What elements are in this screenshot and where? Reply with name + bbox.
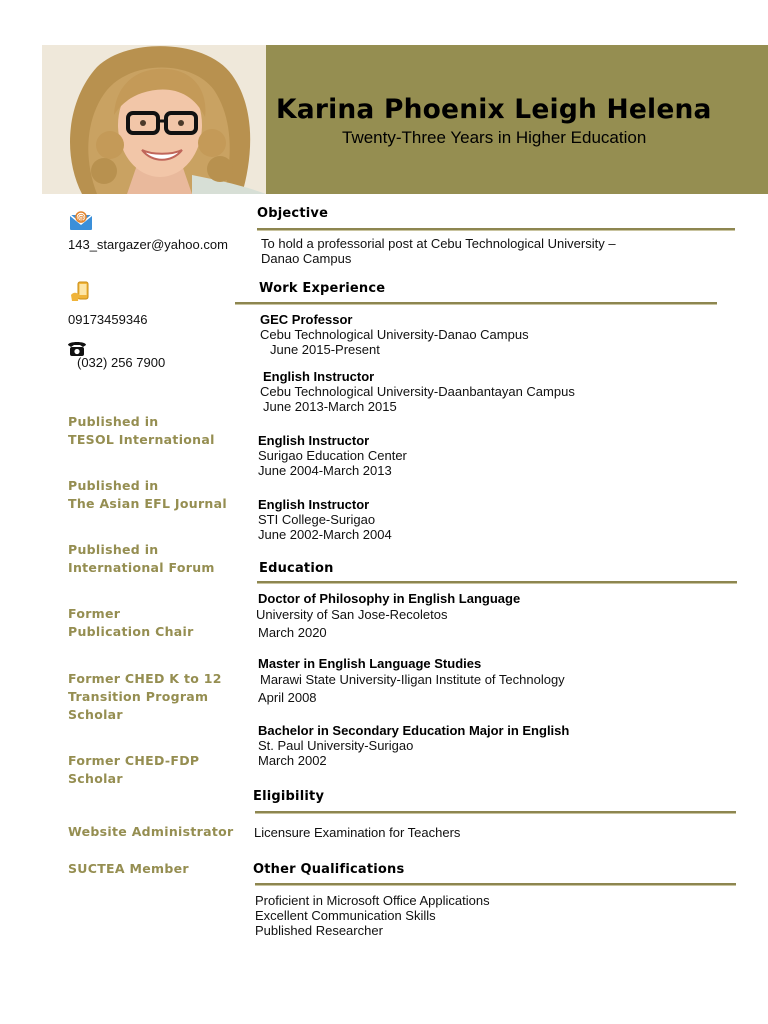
highlight-ched-fdp: Former CHED-FDP Scholar <box>68 753 200 786</box>
email-address[interactable]: 143_stargazer@yahoo.com <box>68 237 228 252</box>
mobile-number[interactable]: 09173459346 <box>68 312 148 327</box>
profile-photo <box>42 45 266 194</box>
qualifications-heading: Other Qualifications <box>253 862 405 877</box>
job-entry: English Instructor Surigao Education Center June 2004-March 2013 <box>258 433 407 478</box>
landline-number[interactable]: (032) 256 7900 <box>77 355 166 370</box>
job-entry: GEC Professor Cebu Technological University-Danao Campus June 2015-Present <box>260 312 529 357</box>
job-entry: English Instructor Cebu Technological University-Daanbantayan Campus June 2013-March 2015 <box>260 369 575 414</box>
email-icon <box>69 211 93 231</box>
job-entry: English Instructor STI College-Surigao June 2002-March 2004 <box>258 497 392 542</box>
education-divider <box>257 581 737 584</box>
qualification-item: Proficient in Microsoft Office Applications <box>255 893 490 908</box>
eligibility-heading: Eligibility <box>253 789 325 804</box>
highlight-ched-k12: Former CHED K to 12 Transition Program Scholar <box>68 671 222 722</box>
objective-heading: Objective <box>257 206 329 221</box>
eligibility-divider <box>255 811 736 814</box>
highlight-asian-efl: Published in The Asian EFL Journal <box>68 478 227 511</box>
objective-text: To hold a professorial post at Cebu Technological University – Danao Campus <box>261 236 616 266</box>
work-heading: Work Experience <box>259 281 386 296</box>
candidate-name: Karina Phoenix Leigh Helena <box>276 94 712 125</box>
highlight-international-forum: Published in International Forum <box>68 542 215 575</box>
highlight-publication-chair: Former Publication Chair <box>68 606 194 639</box>
mobile-phone-icon <box>69 281 91 303</box>
qualifications-divider <box>255 883 736 886</box>
highlight-website-admin: Website Administrator <box>68 824 234 839</box>
candidate-tagline: Twenty-Three Years in Higher Education <box>342 128 647 147</box>
qualification-item: Published Researcher <box>255 923 383 938</box>
qualifications-list <box>255 893 490 938</box>
highlight-tesol: Published in TESOL International <box>68 414 215 447</box>
education-entry: Bachelor in Secondary Education Major in English St. Paul University-Surigao March 2002 <box>258 723 570 768</box>
eligibility-item: Licensure Examination for Teachers <box>254 825 461 840</box>
svg-text:@: @ <box>77 213 85 222</box>
qualification-item: Excellent Communication Skills <box>255 908 436 923</box>
highlight-suctea: SUCTEA Member <box>68 861 189 876</box>
objective-divider <box>257 228 735 231</box>
education-heading: Education <box>259 561 334 576</box>
portrait-illustration <box>42 45 266 194</box>
education-entry: Master in English Language Studies Marawi State University-Iligan Institute of Technology April 2008 <box>258 656 565 705</box>
work-divider <box>235 302 717 305</box>
education-entry: Doctor of Philosophy in English Language University of San Jose-Recoletos March 2020 <box>256 591 521 640</box>
